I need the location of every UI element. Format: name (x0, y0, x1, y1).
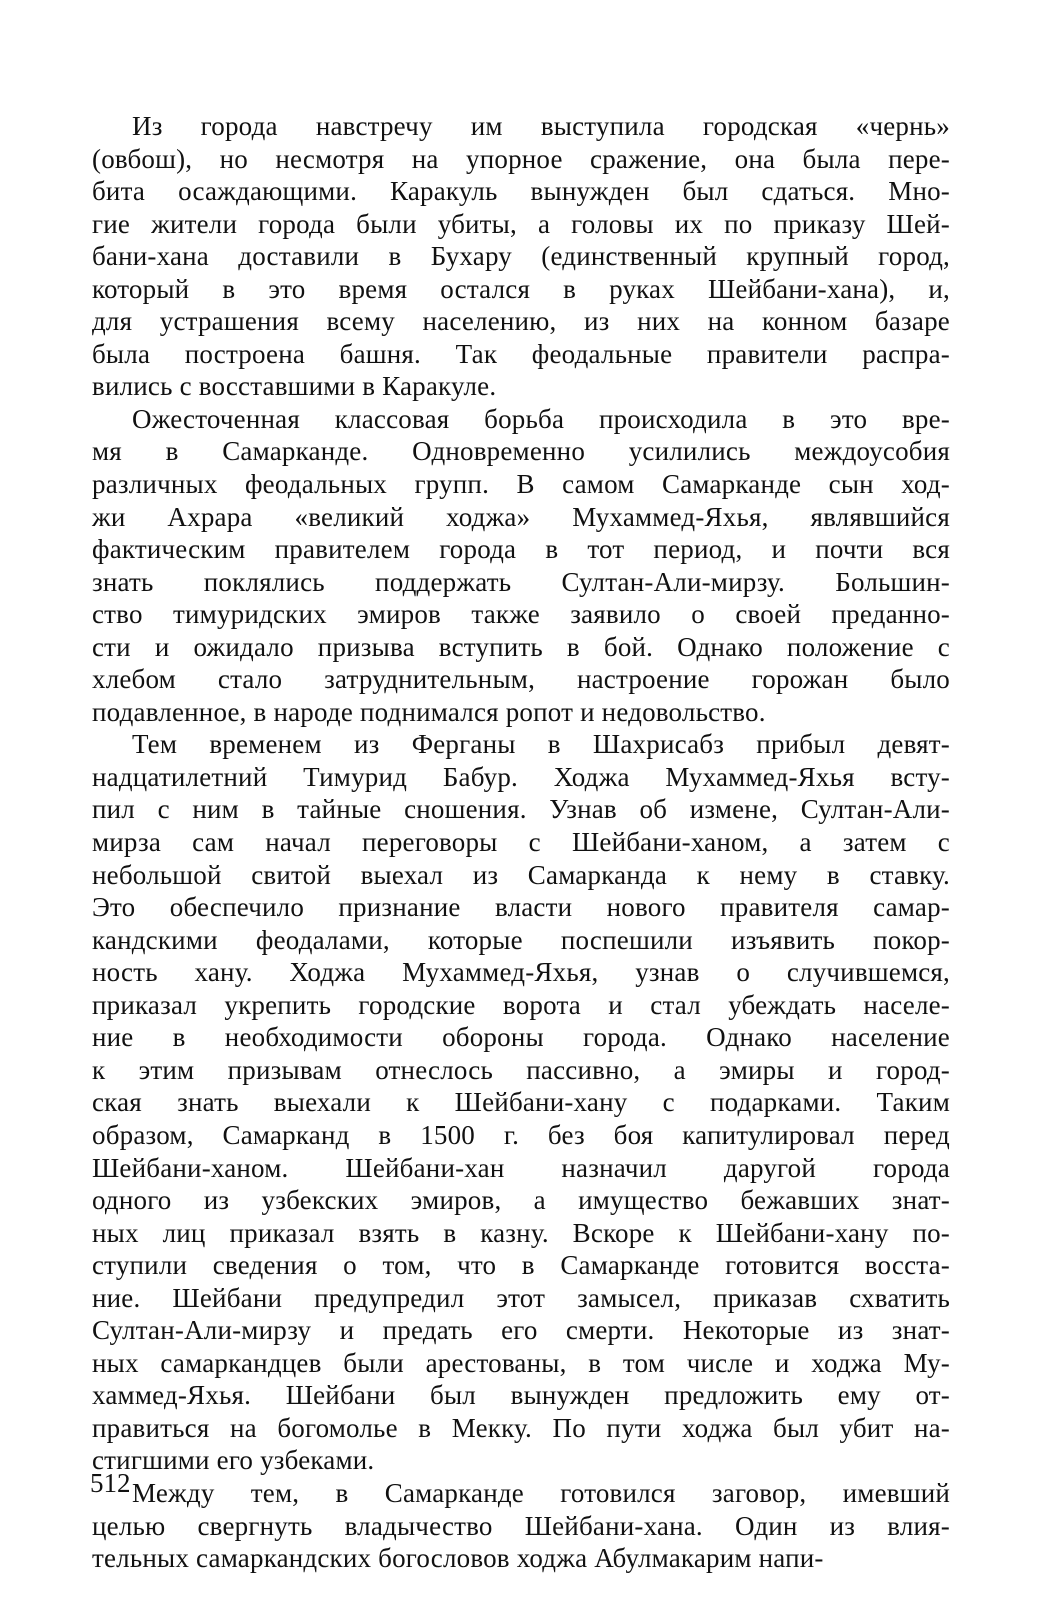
text-line: подавленное, в народе поднимался ропот и недовольство. (92, 696, 766, 727)
text-line: ность хану. Ходжа Мухаммед-Яхья, узнав о случившемся, (92, 957, 950, 988)
text-line: (овбош), но несмотря на упорное сражение, она была пере- (92, 143, 950, 174)
text-line: небольшой свитой выехал из Самарканда к нему в ставку. (92, 859, 950, 890)
text-line: различных феодальных групп. В самом Самарканде сын ход- (92, 469, 950, 500)
page-body (92, 110, 950, 1575)
text-line: одного из узбекских эмиров, а имущество бежавших знат- (92, 1185, 950, 1216)
text-line: сти и ожидало призыва вступить в бой. Однако положение с (92, 631, 950, 662)
text-line: ство тимуридских эмиров также заявило о своей преданно- (92, 599, 950, 630)
text-line: жи Ахрара «великий ходжа» Мухаммед-Яхья, являвшийся (92, 501, 950, 532)
text-line: тельных самаркандских богословов ходжа Абулмакарим напи- (92, 1543, 824, 1574)
text-line: правиться на богомолье в Мекку. По пути ходжа был убит на- (92, 1412, 950, 1443)
text-line: Это обеспечило признание власти нового правителя самар- (92, 892, 950, 923)
text-line: целью свергнуть владычество Шейбани-хана. Один из влия- (92, 1510, 950, 1541)
text-line: знать поклялись поддержать Султан-Али-мирзу. Большин- (92, 566, 950, 597)
text-line: надцатилетний Тимурид Бабур. Ходжа Мухаммед-Яхья всту- (92, 761, 950, 792)
paragraph (92, 403, 950, 728)
text-line: хаммед-Яхья. Шейбани был вынужден предложить ему от- (92, 1380, 950, 1411)
text-line: Ожесточенная классовая борьба происходила в это вре- (132, 403, 950, 434)
text-line: ние. Шейбани предупредил этот замысел, приказав схватить (92, 1282, 950, 1313)
text-line: пил с ним в тайные сношения. Узнав об измене, Султан-Али- (92, 794, 950, 825)
text-line: Султан-Али-мирзу и предать его смерти. Некоторые из знат- (92, 1315, 950, 1346)
text-line: кандскими феодалами, которые поспешили изъявить покор- (92, 924, 950, 955)
paragraph (92, 110, 950, 403)
text-line: для устрашения всему населению, из них на конном базаре (92, 306, 950, 337)
text-line: Между тем, в Самарканде готовился заговор, имевший (132, 1477, 950, 1508)
text-line: Из города навстречу им выступила городская «чернь» (132, 111, 950, 141)
text-line: бани-хана доставили в Бухару (единственный крупный город, (92, 241, 950, 272)
text-line: гие жители города были убиты, а головы их по приказу Шей- (92, 208, 950, 239)
page-number: 512 (90, 1468, 131, 1498)
text-line: ская знать выехали к Шейбани-хану с подарками. Таким (92, 1087, 950, 1118)
text-line: Тем временем из Ферганы в Шахрисабз прибыл девят- (132, 729, 950, 760)
text-line: бита осаждающими. Каракуль вынужден был сдаться. Мно- (92, 176, 950, 207)
text-line: мирза сам начал переговоры с Шейбани-ханом, а затем с (92, 827, 950, 858)
text-line: вились с восставшими в Каракуле. (92, 371, 497, 402)
text-line: приказал укрепить городские ворота и стал убеждать населе- (92, 989, 950, 1020)
text-line: стигшими его узбеками. (92, 1445, 375, 1476)
text-line: ние в необходимости обороны города. Однако население (92, 1022, 950, 1053)
text-line: образом, Самарканд в 1500 г. без боя капитулировал перед (92, 1119, 950, 1150)
paragraph (92, 1477, 950, 1575)
paragraph (92, 728, 950, 1477)
text-line: хлебом стало затруднительным, настроение горожан было (92, 664, 950, 695)
text-line: была построена башня. Так феодальные правители распра- (92, 338, 950, 369)
text-line: который в это время остался в руках Шейбани-хана), и, (92, 273, 950, 304)
text-line: ных лиц приказал взять в казну. Вскоре к Шейбани-хану по- (92, 1217, 950, 1248)
text-line: ных самаркандцев были арестованы, в том числе и ходжа Му- (92, 1347, 950, 1378)
text-line: Шейбани-ханом. Шейбани-хан назначил даругой города (92, 1152, 950, 1183)
text-line: к этим призывам отнеслось пассивно, а эмиры и город- (92, 1054, 950, 1085)
text-line: фактическим правителем города в тот период, и почти вся (92, 534, 950, 565)
text-line: ступили сведения о том, что в Самарканде готовится восста- (92, 1250, 950, 1281)
text-line: мя в Самарканде. Одновременно усилились междоусобия (92, 436, 950, 467)
